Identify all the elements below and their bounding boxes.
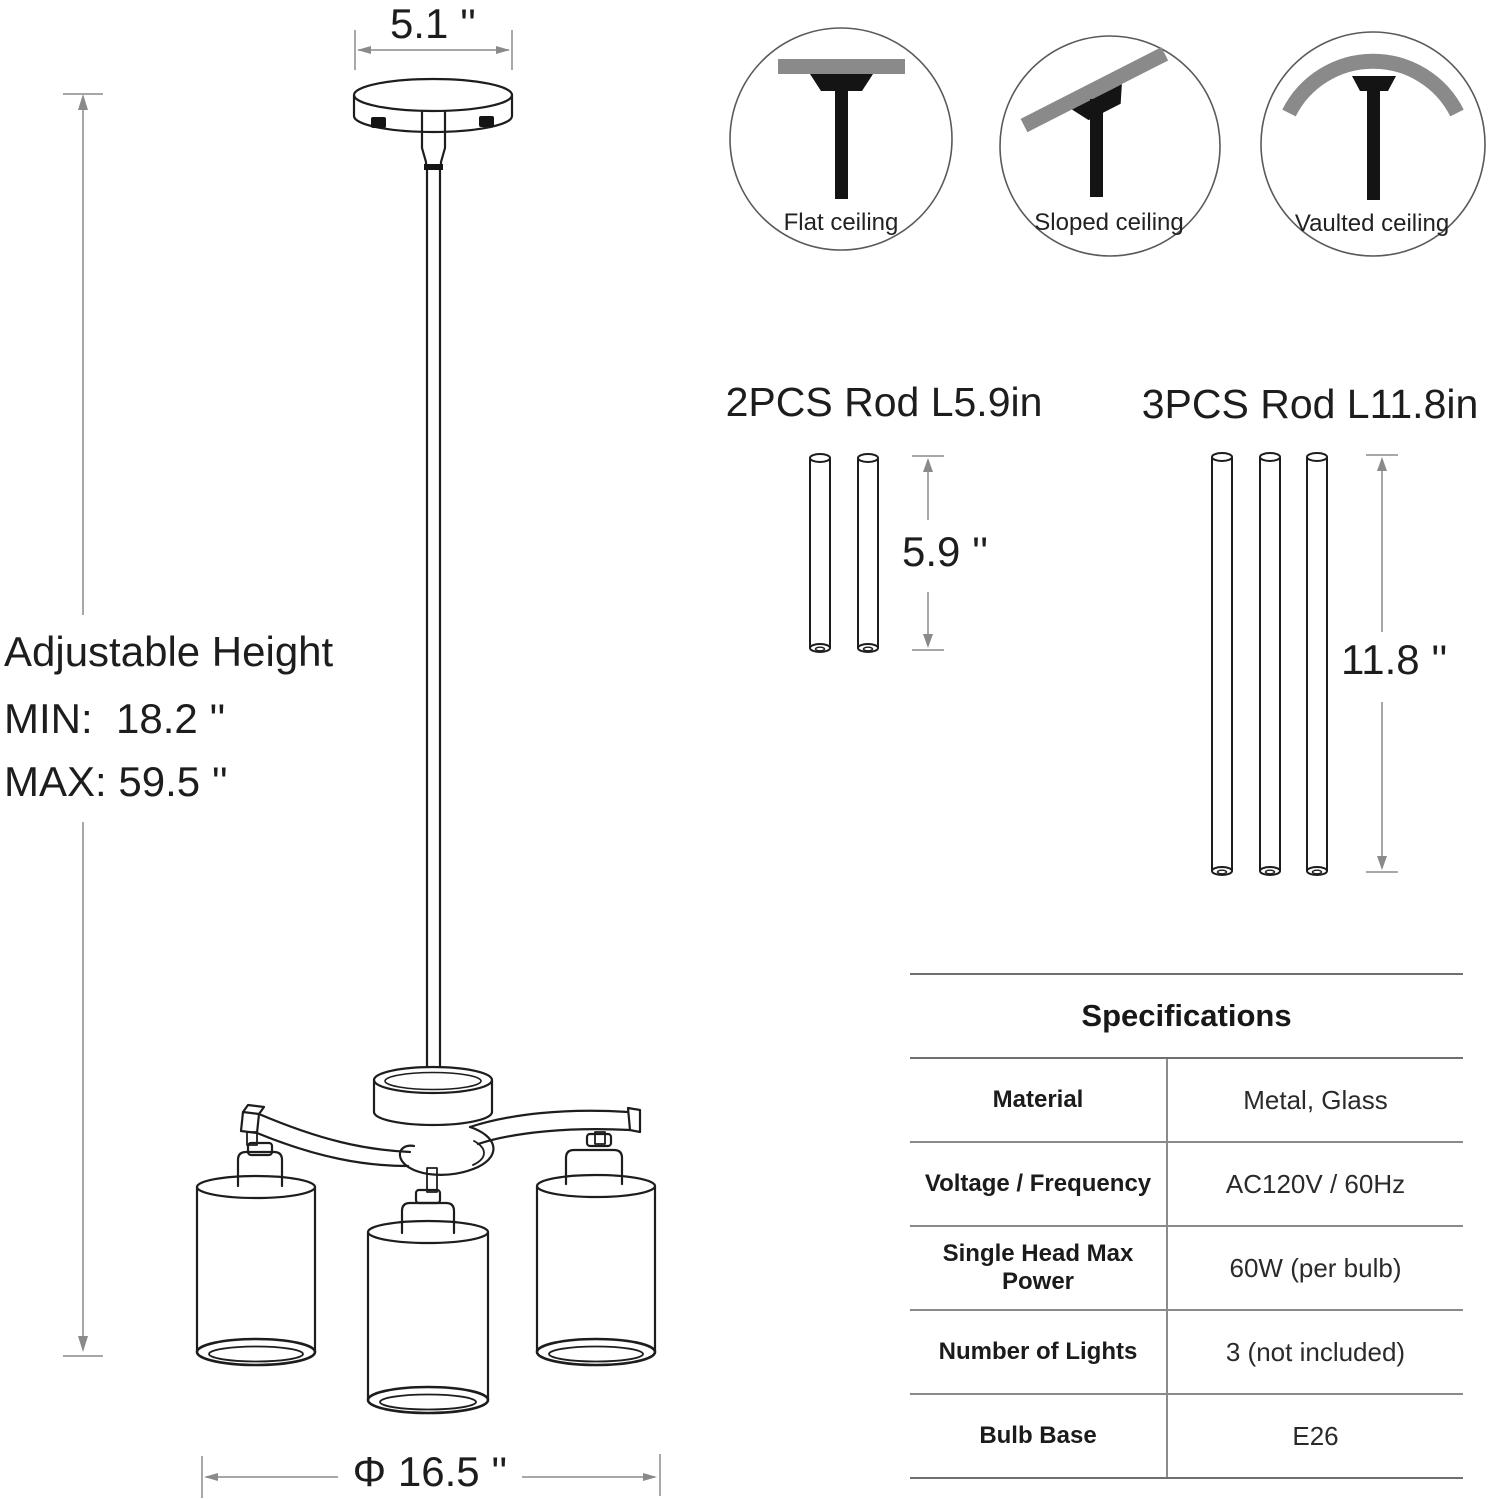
adjustable-height-title: Adjustable Height bbox=[4, 628, 334, 675]
rod-short-length-label: 5.9 '' bbox=[902, 528, 989, 575]
rod-long-2 bbox=[1260, 453, 1280, 875]
chandelier-right-arm bbox=[470, 1108, 640, 1144]
center-glass-shade bbox=[368, 1221, 488, 1413]
spec-label: Voltage / Frequency bbox=[910, 1143, 1168, 1225]
vaulted-ceiling-label: Vaulted ceiling bbox=[1294, 210, 1450, 237]
chandelier-drawing bbox=[197, 1067, 655, 1413]
chandelier-left-arm bbox=[241, 1105, 410, 1166]
center-socket bbox=[402, 1190, 454, 1233]
spec-value: AC120V / 60Hz bbox=[1225, 1168, 1406, 1199]
spec-value: 3 (not included) bbox=[1225, 1336, 1406, 1367]
rod-short-1 bbox=[810, 454, 830, 652]
rods-3pcs-drawing bbox=[1212, 453, 1327, 875]
rod-short-2 bbox=[858, 454, 878, 652]
hanging-rod-drawing bbox=[422, 110, 445, 1068]
rods-2pcs-title: 2PCS Rod L5.9in bbox=[725, 379, 1043, 425]
spec-label: Material bbox=[910, 1059, 1168, 1141]
rod-long-length-label: 11.8 '' bbox=[1341, 636, 1448, 683]
table-row bbox=[910, 1227, 1463, 1311]
chandelier-hub bbox=[374, 1067, 492, 1125]
canopy-drawing bbox=[354, 79, 512, 132]
table-row bbox=[910, 1395, 1463, 1477]
table-row bbox=[910, 1059, 1463, 1143]
rods-2pcs-drawing bbox=[810, 454, 878, 652]
rods-3pcs-title: 3PCS Rod L11.8in bbox=[1141, 381, 1479, 427]
min-height-label: MIN: 18.2 '' bbox=[4, 695, 226, 742]
spec-label: Number of Lights bbox=[910, 1311, 1168, 1393]
diameter-label: Φ 16.5 '' bbox=[352, 1448, 508, 1495]
rod-long-3 bbox=[1307, 453, 1327, 875]
chandelier-center-swirl bbox=[400, 1127, 494, 1192]
spec-label: Single Head Max Power bbox=[910, 1227, 1168, 1309]
spec-value: Metal, Glass bbox=[1243, 1084, 1388, 1115]
sloped-ceiling-label: Sloped ceiling bbox=[1034, 209, 1184, 236]
flat-ceiling-label: Flat ceiling bbox=[783, 209, 899, 236]
rod-long-1 bbox=[1212, 453, 1232, 875]
canopy-screw-left bbox=[371, 117, 386, 128]
specifications-table bbox=[910, 973, 1463, 1479]
right-glass-shade bbox=[537, 1175, 655, 1365]
max-height-label: MAX: 59.5 '' bbox=[4, 758, 228, 805]
spec-value: E26 bbox=[1292, 1420, 1339, 1451]
left-glass-shade bbox=[197, 1176, 315, 1365]
table-row bbox=[910, 1143, 1463, 1227]
specifications-title: Specifications bbox=[910, 975, 1463, 1059]
left-socket bbox=[238, 1143, 282, 1186]
canopy-screw-right bbox=[479, 116, 494, 127]
table-row bbox=[910, 1311, 1463, 1395]
spec-label: Bulb Base bbox=[910, 1395, 1168, 1477]
canopy-width-label: 5.1 '' bbox=[389, 0, 477, 47]
spec-value: 60W (per bulb) bbox=[1229, 1252, 1402, 1283]
